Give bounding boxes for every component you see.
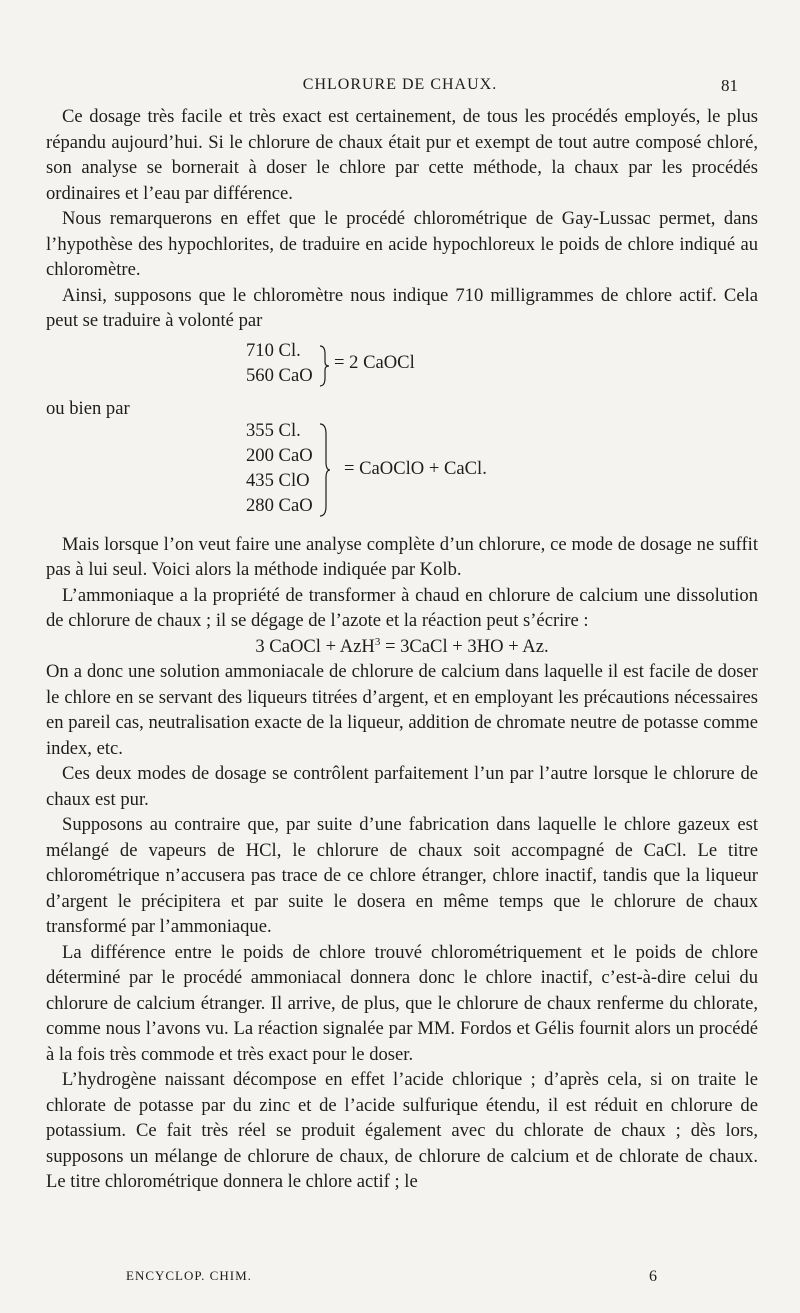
paragraph-1: Ce dosage très facile et très exact est certainement, de tous les procédés employés, le plus répandu aujourd’hui. Si le chlorure de chaux était pur et exempt de tout autre composé chloré, son analyse se bornerait à doser le chlore par cette méthode, la chaux par les procédés ordinaires et l’eau par différence. [46,106,758,204]
running-head [0,76,800,100]
formula2-line3: 435 ClO [246,469,310,491]
brace-right [318,344,330,388]
signature-mark: ENCYCLOP. CHIM. [126,1268,252,1283]
signature-number: 6 [649,1268,658,1285]
body-text [46,104,758,1195]
paragraph-5: L’ammoniaque a la propriété de transformer à chaud en chlorure de calcium une dissolution de chlorure de chaux ; il se dégage de l’azote et la réaction peut s’écrire : [46,584,758,631]
formula1-line1: 710 Cl. [246,339,301,361]
formula2-result: = CaOClO + CaCl. [344,457,487,479]
page-footer [0,1268,800,1288]
formula1-line2: 560 CaO [246,364,313,386]
reaction-right: = 3CaCl + 3HO + Az. [380,635,549,657]
paragraph-6: On a donc une solution ammoniacale de chlorure de calcium dans laquelle il est facile de doser le chlore en se servant des liqueurs titrées d’argent, et en employant les précautions nécessaires en pareil cas, neutralisation exacte de la liqueur, addition de chromate neutre de potasse comme index, etc. [46,661,758,759]
reaction-left: 3 CaOCl + AzH [255,635,375,657]
paragraph-10: L’hydrogène naissant décompose en effet l’acide chlorique ; d’après cela, si on traite le chlorate de potasse par du zinc et de l’acide sulfurique étendu, il est réduit en chlorure de potassium. Ce fait très réel se produit également avec du chlorate de chaux ; dès lors, supposons un mélange de chlorure de chaux, de chlorure de calcium et de chlorate de chaux. Le titre chlorométrique donnera le chlore actif ; le [46,1069,758,1192]
or-label: ou bien par [46,397,130,419]
paragraph-8: Supposons au contraire que, par suite d’une fabrication dans laquelle le chlore gazeux est mélangé de vapeurs de HCl, le chlorure de chaux soit accompagné de CaCl. Le titre chlorométrique n’accusera pas trace de ce chlore étranger, chlore inactif, tandis que la liqueur d’argent le précipitera et par suite le dosera en même temps que le chlorure de chaux transformé par l’ammoniaque. [46,814,758,937]
formula2-line4: 280 CaO [246,494,313,516]
formula2-line1: 355 Cl. [246,419,301,441]
paragraph-9: La différence entre le poids de chlore trouvé chlorométriquement et le poids de chlore déterminé par le procédé ammoniacal donnera donc le chlore inactif, c’est-à-dire celui du chlorure de calcium étranger. Il arrive, de plus, que le chlorure de chaux renferme du chlorate, comme nous l’avons vu. La réaction signalée par MM. Fordos et Gélis fournit alors un procédé à la fois très commode et très exact pour le doser. [46,941,758,1065]
paragraph-7: Ces deux modes de dosage se contrôlent parfaitement l’un par l’autre lorsque le chlorure de chaux est pur. [46,763,758,810]
paragraph-3: Ainsi, supposons que le chloromètre nous indique 710 milligrammes de chlore actif. Cela peut se traduire à volonté par [46,284,758,331]
formula2-line2: 200 CaO [246,444,313,466]
formula1-result: = 2 CaOCl [334,351,415,373]
brace-right-large [318,422,332,518]
reaction-equation [46,634,758,660]
page-number: 81 [721,76,738,95]
formula-hypochlorite-2 [46,396,758,516]
formula-hypochlorite-1 [46,336,758,396]
reaction-exponent: 3 [374,635,381,648]
paragraph-2: Nous remarquerons en effet que le procédé chlorométrique de Gay-Lussac permet, dans l’hypothèse des hypochlorites, de traduire en acide hypochloreux le poids de chlore indiqué au chloromètre. [46,208,758,280]
paragraph-4: Mais lorsque l’on veut faire une analyse complète d’un chlorure, ce mode de dosage ne suffit pas à lui seul. Voici alors la méthode indiquée par Kolb. [46,533,758,580]
running-title: CHLORURE DE CHAUX. [302,76,498,93]
